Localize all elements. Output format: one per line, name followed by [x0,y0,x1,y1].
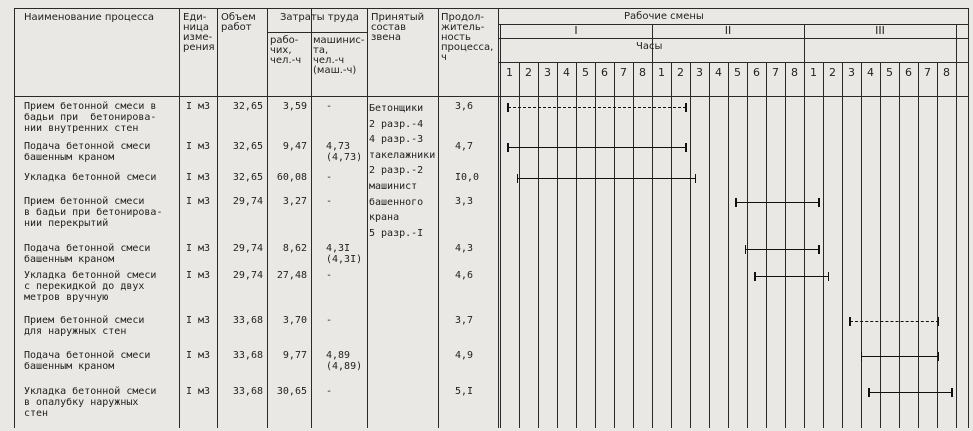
unit-cell: I м3 [186,172,211,183]
gantt-bar-end [951,388,952,397]
volume-cell: 32,65 [232,141,263,152]
duration-cell: I0,0 [455,172,480,183]
hour-number: 2 [525,66,532,79]
grid-line [217,8,218,428]
gantt-bar-end [818,198,819,207]
hour-number: 6 [905,66,912,79]
grid-line [595,62,596,428]
duration-cell: 4,6 [455,270,474,281]
hour-number: 2 [677,66,684,79]
grid-line [557,62,558,428]
volume-cell: 32,65 [232,101,263,112]
process-name: Укладка бетонной смеси [24,172,157,183]
process-name: Подача бетонной смеси башенным краном [24,141,151,163]
gantt-bar-end [735,198,736,207]
grid-line [633,62,634,428]
hour-number: 6 [753,66,760,79]
hour-number: 1 [658,66,665,79]
hour-number: 8 [639,66,646,79]
gantt-bar-end [849,317,850,326]
grid-line [671,62,672,428]
grid-line [842,62,843,428]
grid-line [311,8,312,428]
hour-number: 1 [810,66,817,79]
volume-cell: 32,65 [232,172,263,183]
grid-line [500,24,501,428]
unit-cell: I м3 [186,386,211,397]
grid-line [498,8,499,428]
grid-line [728,62,729,428]
gantt-bar [736,202,819,203]
hour-number: 3 [544,66,551,79]
crew-composition: Бетонщики 2 разр.-4 4 разр.-3 такелажники 2 разр.-2 машинист башенного крана 5 разр.-I [369,103,436,239]
workers-cell: 9,77 [282,350,307,361]
gantt-bar-end [517,174,518,183]
grid-line [968,8,969,428]
unit-cell: I м3 [186,243,211,254]
volume-cell: 33,68 [232,315,263,326]
grid-line [690,62,691,428]
process-name: Укладка бетонной смеси с перекидкой до двух метров вручную [24,270,157,303]
grid-line [367,8,368,428]
unit-cell: I м3 [186,315,211,326]
unit-cell: I м3 [186,101,211,112]
workers-cell: 60,08 [276,172,307,183]
machinists-cell: 4,3I (4,3I) [326,243,363,265]
unit-cell: I м3 [186,141,211,152]
gantt-bar-end [868,388,869,397]
grid-line [438,8,439,428]
process-name: Подача бетонной смеси башенным краном [24,350,151,372]
volume-cell: 29,74 [232,270,263,281]
duration-cell: 4,7 [455,141,474,152]
header-workers: рабо- чих, чел.-ч [270,35,302,66]
grid-line [576,62,577,428]
workers-cell: 27,48 [276,270,307,281]
volume-cell: 33,68 [232,350,263,361]
grid-line [179,8,180,428]
header-duration: Продол- житель- ность процесса, ч [441,12,494,63]
grid-line [899,62,900,428]
gantt-bar-end [828,272,829,281]
header-unit: Еди- ница изме- рения [183,12,215,53]
hour-number: 2 [829,66,836,79]
machinists-cell: - [326,101,333,112]
header-crew: Принятый состав звена [371,12,425,43]
machinists-cell: - [326,386,333,397]
grid-line [614,62,615,428]
grid-line [519,62,520,428]
process-name: Прием бетонной смеси в бадьи при бетонирова- нии внутренних стен [24,101,157,134]
gantt-bar-end [507,143,508,152]
grid-line [498,62,968,63]
hour-number: 8 [943,66,950,79]
gantt-bar-end [685,103,686,112]
header-machinists: машинис- та, чел.-ч (маш.-ч) [313,35,365,76]
grid-line [956,24,957,428]
hour-number: 5 [734,66,741,79]
hour-number: 7 [620,66,627,79]
hour-number: 8 [791,66,798,79]
machinists-cell: - [326,315,333,326]
grid-line [766,62,767,428]
workers-cell: 3,70 [282,315,307,326]
gantt-bar-end [938,317,939,326]
hour-number: 4 [563,66,570,79]
grid-line [14,8,15,428]
gantt-bar [508,107,686,108]
duration-cell: 4,9 [455,350,474,361]
gantt-bar-end [818,245,819,254]
workers-cell: 3,59 [282,101,307,112]
machinists-cell: - [326,196,333,207]
gantt-bar-end [938,352,939,361]
machinists-cell: 4,73 (4,73) [326,141,363,163]
grid-line [880,62,881,428]
grid-line [823,62,824,428]
grid-line [14,96,968,97]
duration-cell: 5,I [455,386,474,397]
volume-cell: 29,74 [232,196,263,207]
gantt-bar [869,392,952,393]
grid-line [804,24,805,428]
machinists-cell: - [326,270,333,281]
hour-number: 7 [924,66,931,79]
hour-number: 3 [696,66,703,79]
hour-number: 6 [601,66,608,79]
workers-cell: 30,65 [276,386,307,397]
header-process: Наименование процесса [24,12,154,23]
grid-line [937,62,938,428]
grid-line [267,8,268,428]
gantt-bar [518,178,696,179]
process-name: Прием бетонной смеси в бадьи при бетонирова- нии перекрытий [24,196,163,229]
grid-line [918,62,919,428]
workers-cell: 9,47 [282,141,307,152]
unit-cell: I м3 [186,270,211,281]
duration-cell: 3,7 [455,315,474,326]
shift-number: I [574,24,578,37]
grid-line [709,62,710,428]
volume-cell: 29,74 [232,243,263,254]
hour-number: 3 [848,66,855,79]
gantt-bar [755,276,829,277]
grid-line [747,62,748,428]
gantt-bar-end [861,352,862,361]
gantt-bar-end [695,174,696,183]
header-shifts: Рабочие смены [624,11,704,22]
shift-number: II [724,24,732,37]
header-labor: Затраты труда [280,12,359,23]
shift-number: III [875,24,885,37]
grid-line [652,24,653,428]
duration-cell: 4,3 [455,243,474,254]
grid-line [861,62,862,428]
machinists-cell: 4,89 (4,89) [326,350,363,372]
process-name: Подача бетонной смеси башенным краном [24,243,151,265]
header-volume: Объем работ [221,12,256,33]
machinists-cell: - [326,172,333,183]
gantt-bar [861,356,938,357]
gantt-bar [508,147,686,148]
workers-cell: 8,62 [282,243,307,254]
hour-number: 4 [715,66,722,79]
workers-cell: 3,27 [282,196,307,207]
gantt-bar-end [745,245,746,254]
gantt-bar [850,321,939,322]
grid-line [267,32,367,33]
gantt-bar-end [754,272,755,281]
hour-number: 5 [582,66,589,79]
grid-line [498,38,968,39]
hour-number: 4 [867,66,874,79]
grid-line [538,62,539,428]
unit-cell: I м3 [186,350,211,361]
gantt-bar-end [507,103,508,112]
header-hours-label: Часы [636,41,663,52]
hour-number: 7 [772,66,779,79]
process-name: Укладка бетонной смеси в опалубку наружных стен [24,386,157,419]
duration-cell: 3,3 [455,196,474,207]
grid-line [785,62,786,428]
unit-cell: I м3 [186,196,211,207]
duration-cell: 3,6 [455,101,474,112]
gantt-bar [746,249,820,250]
process-name: Прием бетонной смеси для наружных стен [24,315,145,337]
hour-number: 1 [506,66,513,79]
grid-line [14,8,968,9]
volume-cell: 33,68 [232,386,263,397]
gantt-bar-end [685,143,686,152]
hour-number: 5 [886,66,893,79]
